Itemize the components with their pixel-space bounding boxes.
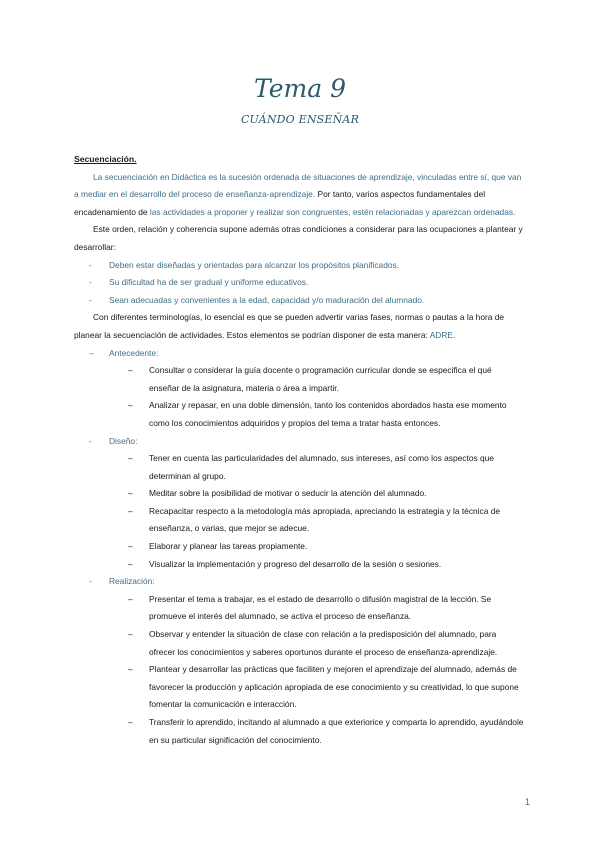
dash-marker: – [128,629,133,640]
phase-label-realizacion: - Realización: [74,573,524,591]
phase-item: – Observar y entender la situación de clase con relación a la predisposición del alumnado, para ofrecer los conocimientos y saberes oportunos durante el proceso de enseñanza-aprendizaje. [74,626,524,661]
dash-marker: – [128,453,133,464]
phase-label-antecedente: – Antecedente: [74,345,524,363]
phase-item: – Plantear y desarrollar las prácticas que faciliten y mejoren el aprendizaje del alumnado, además de favorecer la producción y aplicación apropiada de ese conocimiento y su creatividad, lo que supone fomentar la comunicación e interacción. [74,661,524,714]
condition-item: - Deben estar diseñadas y orientadas para alcanzar los propósitos planificados. [74,257,524,275]
phase-item: – Consultar o considerar la guía docente o programación curricular donde se especifica el qué enseñar de la asignatura, materia o área a impartir. [74,362,524,397]
phase-item: – Elaborar y planear las tareas propiamente. [74,538,524,556]
dash-marker: - [89,277,92,288]
dash-marker: - [89,435,92,446]
dash-marker: - [89,259,92,270]
dash-marker: – [128,365,133,376]
dash-marker: – [128,505,133,516]
phase-label-diseno: - Diseño: [74,433,524,451]
intro-connector: Por tanto, varios aspectos fundamentales del encadenamiento de [74,189,486,217]
page-subtitle: CUÁNDO ENSEÑAR [240,113,360,126]
dash-marker: - [89,576,92,587]
phase-item: – Visualizar la implementación y progreso del desarrollo de la sesión o sesiones. [74,556,524,574]
dash-marker: – [128,717,133,727]
page-number: 1 [524,797,530,807]
dash-marker: – [128,488,133,499]
document-body [74,151,524,749]
phase-item: – Analizar y repasar, en una doble dimensión, tanto los contenidos abordados hasta ese momento como los conocimientos adquiridos y propios del tema a tratar hasta entonces. [74,397,524,432]
intro-definition: La secuenciación en Didáctica es la sucesión ordenada de situaciones de aprendizaje, vinculadas entre sí, que van a mediar en el desarrollo del proceso de enseñanza-aprendizaje. [74,171,522,200]
phases-intro-paragraph: Con diferentes terminologías, lo esencial es que se pueden advertir varias fases, normas o pautas a la hora de planear la secuenciación de actividades. Estos elementos se podrían disponer de esta manera: ADRE. [74,312,505,340]
dash-marker: – [89,347,94,358]
dash-marker: - [89,294,92,305]
dash-marker: – [128,593,133,604]
phases-acronym: ADRE. [429,329,456,340]
phase-item: – Tener en cuenta las particularidades del alumnado, sus intereses, así como los aspectos que determinan al grupo. [74,450,524,485]
phase-item: – Transferir lo aprendido, incitando al alumnado a que exteriorice y comparta lo aprendido, ayudándole en su particular significación del conocimiento. [74,714,524,749]
phase-item: – Meditar sobre la posibilidad de motivar o seducir la atención del alumnado. [74,485,524,503]
phase-item: – Presentar el tema a trabajar, es el estado de desarrollo o difusión magistral de la lección. Se promueve el interés del alumnado, se activa el proceso de enseñanza. [74,591,524,626]
condition-item: - Sean adecuadas y convenientes a la edad, capacidad y/o maduración del alumnado. [74,292,524,310]
intro-conclusion: las actividades a proponer y realizar son congruentes, estén relacionadas y aparezcan ordenadas. [149,206,516,217]
dash-marker: – [128,400,133,411]
intro-paragraph-2: Este orden, relación y coherencia supone además otras condiciones a considerar para las ocupaciones a plantear y desarrollar: [74,224,523,252]
dash-marker: – [128,541,133,552]
page-title: Tema 9 [254,74,346,103]
condition-item: - Su dificultad ha de ser gradual y uniforme educativos. [74,274,524,292]
dash-marker: – [128,558,133,569]
phase-item: – Recapacitar respecto a la metodología más apropiada, apreciando la estrategia y la técnica de enseñanza, o varias, que mejor se adecue. [74,503,524,538]
intro-paragraph-1 [74,169,524,222]
section-heading: Secuenciación. [74,154,137,164]
dash-marker: – [128,664,133,675]
